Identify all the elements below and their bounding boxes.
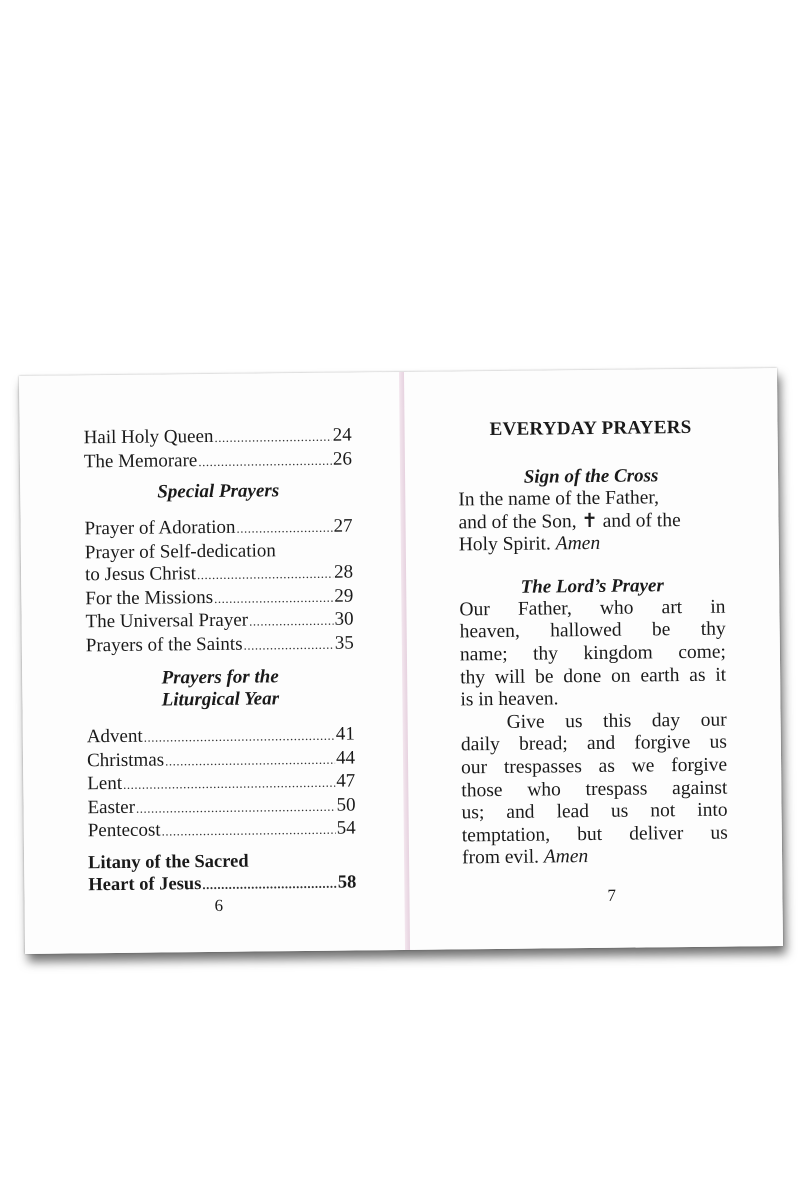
toc-entry: The Memorare ..... 26 — [84, 448, 352, 474]
toc-entry: Advent ..... 41 — [87, 723, 355, 749]
page-heading: EVERYDAY PRAYERS — [489, 416, 692, 441]
everyday-prayers — [457, 417, 728, 871]
prayer-text-lords-prayer: Our Father, who art in heaven, hallowed be thy name; thy kingdom come; thy will be done on earth as it is in heaven. Give us this day our daily bread; and forgive us our trespasses as we forgive those who trespass against us; and lead us not into temptation, but deliver us from evil. Amen — [459, 596, 728, 869]
section-heading-special-prayers: Special Prayers — [157, 480, 280, 503]
section-heading-liturgical-year: Prayers for the Liturgical Year — [161, 666, 280, 711]
prayer-text-sign-of-cross: In the name of the Father, and of the Son, ✝ and of the Holy Spirit. Amen — [458, 487, 681, 556]
toc-entry: Prayers of the Saints ..... 35 — [86, 632, 354, 658]
toc-entry: The Universal Prayer ..... 30 — [85, 608, 353, 634]
prayer-title-lords-prayer: The Lord’s Prayer — [520, 575, 664, 598]
toc-entry-line: Prayer of Self-dedication — [84, 539, 276, 563]
toc-entry: Prayer of Adoration ..... 27 — [84, 516, 352, 542]
toc-entry-litany: Litany of the Sacred Heart of Jesus ..... 58 — [88, 849, 356, 898]
toc-entry: Lent ..... 47 — [87, 770, 355, 796]
toc-entry: Easter ..... 50 — [87, 794, 355, 820]
toc-entry: Christmas ..... 44 — [87, 747, 355, 773]
toc-entry: to Jesus Christ ..... 28 — [85, 561, 353, 587]
right-page — [404, 368, 783, 950]
table-of-contents — [84, 425, 357, 898]
prayer-title-sign-of-cross: Sign of the Cross — [523, 465, 659, 488]
open-booklet — [19, 368, 783, 954]
toc-entry: Pentecost ..... 54 — [88, 817, 356, 843]
toc-entry: For the Missions ..... 29 — [85, 585, 353, 611]
page-number: 7 — [607, 885, 617, 905]
left-page — [19, 372, 410, 954]
page-number: 6 — [214, 895, 224, 915]
toc-entry: Hail Holy Queen ..... 24 — [84, 425, 352, 451]
